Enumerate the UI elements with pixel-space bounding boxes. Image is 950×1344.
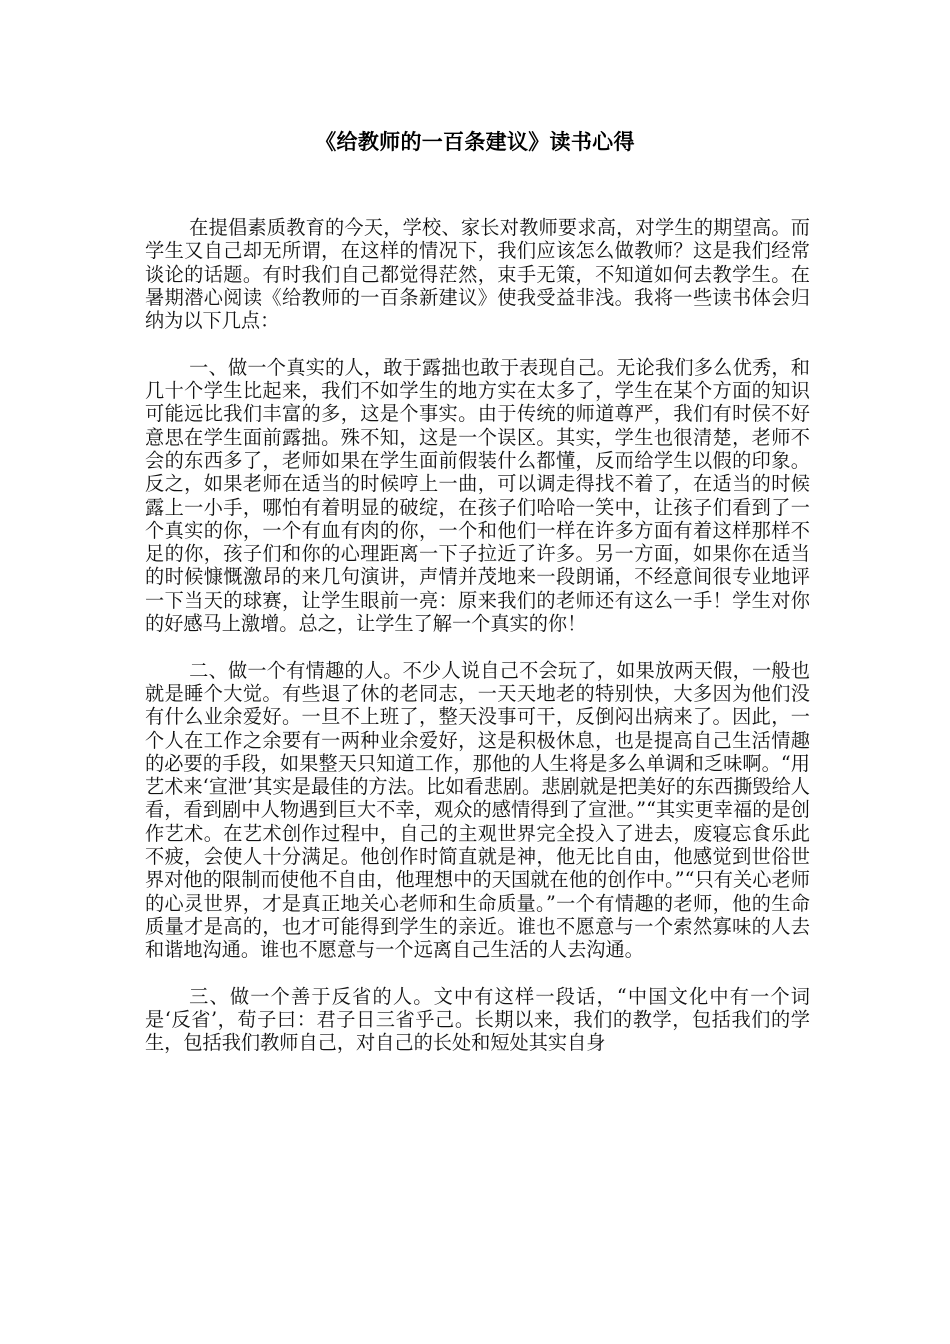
document-title: 《给教师的一百条建议》读书心得 <box>315 130 635 154</box>
paragraph-intro: 在提倡素质教育的今天，学校、家长对教师要求高，对学生的期望高。而学生又自己却无所谓，在这样的情况下，我们应该怎么做教师？这是我们经常谈论的话题。有时我们自己都觉得茫然，束手无策，不知道如何去教学生。在暑期潜心阅读《给教师的一百条新建议》使我受益非浅。我将一些读书体会归纳为以下几点： <box>145 216 810 333</box>
paragraph-point-three: 三、做一个善于反省的人。文中有这样一段话，“中国文化中有一个词是‘反省’，荀子曰：君子日三省乎己。长期以来，我们的教学，包括我们的学生，包括我们教师自己，对自己的长处和短处其实自身 <box>145 984 810 1055</box>
paragraph-point-one: 一、做一个真实的人，敢于露拙也敢于表现自己。无论我们多么优秀，和几十个学生比起来，我们不如学生的地方实在太多了，学生在某个方面的知识可能远比我们丰富的多，这是个事实。由于传统的师道尊严，我们有时侯不好意思在学生面前露拙。殊不知，这是一个误区。其实，学生也很清楚，老师不会的东西多了，老师如果在学生面前假装什么都懂，反而给学生以假的印象。反之，如果老师在适当的时候哼上一曲，可以调走得找不着了，在适当的时候露上一小手，哪怕有着明显的破绽，在孩子们哈哈一笑中，让孩子们看到了一个真实的你，一个有血有肉的你，一个和他们一样在许多方面有着这样那样不足的你，孩子们和你的心理距离一下子拉近了许多。另一方面，如果你在适当的时候慷慨激昂的来几句演讲，声情并茂地来一段朗诵，不经意间很专业地评一下当天的球赛，让学生眼前一亮：原来我们的老师还有这么一手！学生对你的好感马上激增。总之，让学生了解一个真实的你！ <box>145 355 810 636</box>
paragraph-point-two: 二、做一个有情趣的人。不少人说自己不会玩了，如果放两天假，一般也就是睡个大觉。有些退了休的老同志，一天天地老的特别快，大多因为他们没有什么业余爱好。一旦不上班了，整天没事可干，反倒闷出病来了。因此，一个人在工作之余要有一两种业余爱好，这是积极休息，也是提高自己生活情趣的必要的手段，如果整天只知道工作，那他的人生将是多么单调和乏味啊。“用艺术来‘宣泄’其实是最佳的方法。比如看悲剧。悲剧就是把美好的东西撕毁给人看，看到剧中人物遇到巨大不幸，观众的感情得到了宣泄。”“其实更幸福的是创作艺术。在艺术创作过程中，自己的主观世界完全投入了进去，废寝忘食乐此不疲，会使人十分满足。他创作时简直就是神，他无比自由，他感觉到世俗世界对他的限制而使他不自由，他理想中的天国就在他的创作中。”“只有关心老师的心灵世界，才是真正地关心老师和生命质量。”一个有情趣的老师，他的生命质量才是高的，也才可能得到学生的亲近。谁也不愿意与一个索然寡味的人去和谐地沟通。谁也不愿意与一个远离自己生活的人去沟通。 <box>145 658 810 962</box>
document-body <box>145 216 810 1078</box>
